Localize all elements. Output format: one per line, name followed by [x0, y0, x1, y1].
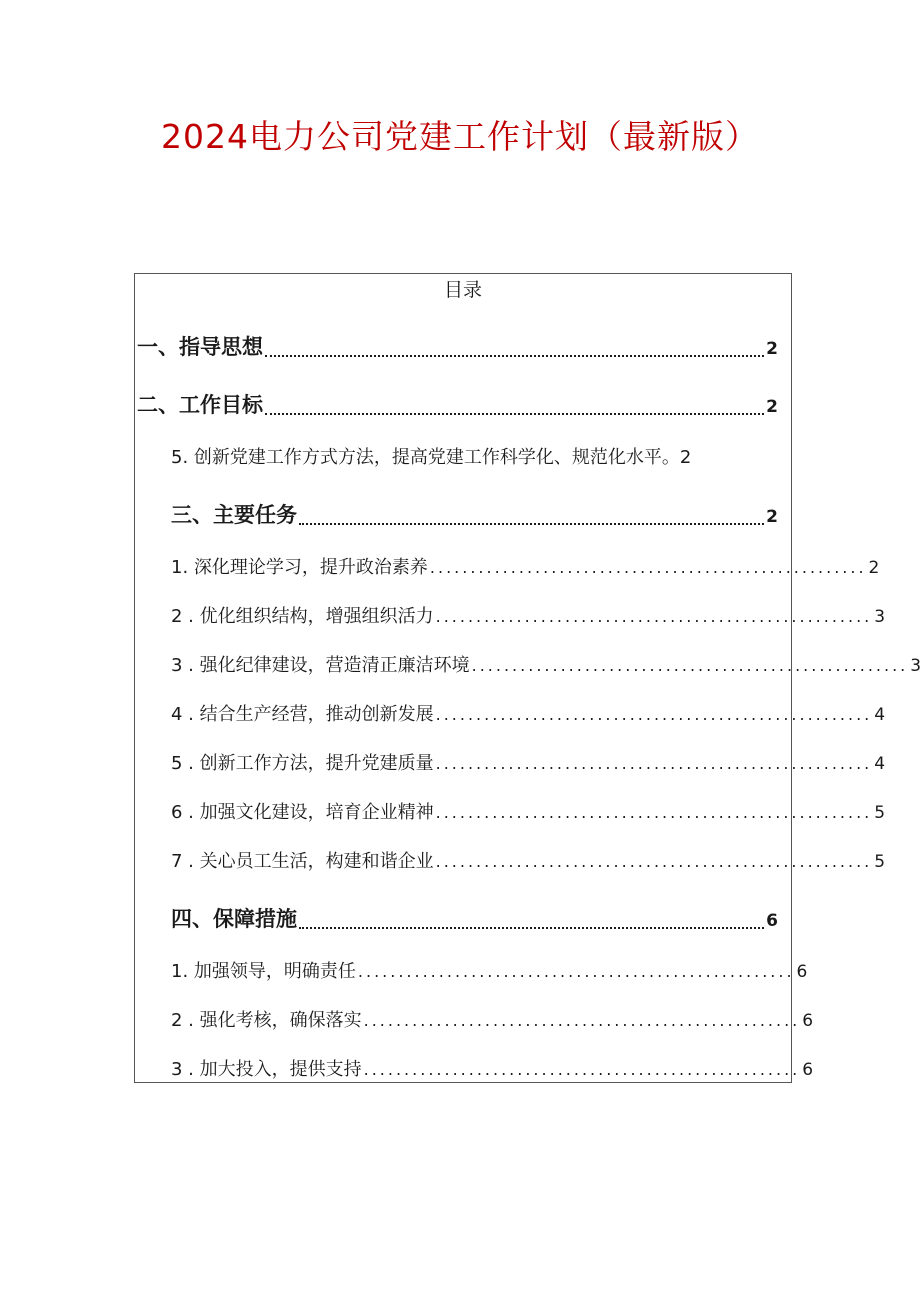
toc-entry-investment[interactable] [171, 1056, 814, 1084]
toc-page-number: 5 [874, 803, 886, 823]
toc-page-number: 6 [802, 1011, 814, 1031]
dot-leader: ...................................................... [363, 1060, 801, 1079]
dot-leader: ...................................................... [435, 803, 873, 822]
toc-page-number: 4 [874, 754, 886, 774]
toc-entry-safeguards[interactable] [171, 904, 778, 936]
toc-entry-label: 3 . 加大投入，提供支持 [171, 1059, 362, 1080]
toc-entry-label: 一、指导思想 [137, 335, 263, 359]
dot-leader [299, 523, 764, 525]
toc-entry-work-methods[interactable] [171, 750, 886, 778]
dot-leader: ...................................................... [471, 656, 909, 675]
dot-leader: ...................................................... [435, 607, 873, 626]
toc-page-number: 2 [766, 339, 778, 359]
dot-leader [299, 927, 764, 929]
dot-leader: ...................................................... [435, 852, 873, 871]
toc-page-number: 3 [874, 607, 886, 627]
toc-entry-work-goals[interactable] [137, 390, 778, 422]
dot-leader: ...................................................... [363, 1011, 801, 1030]
toc-page-number: 6 [796, 962, 808, 982]
toc-entry-innovate-methods[interactable]: 5. 创新党建工作方式方法，提高党建工作科学化、规范化水平。2 [171, 447, 692, 468]
toc-page-number: 2 [868, 558, 880, 578]
toc-entry-label: 二、工作目标 [137, 393, 263, 417]
toc-entry-label: 3 . 强化纪律建设，营造清正廉洁环境 [171, 655, 470, 676]
dot-leader: ...................................................... [357, 962, 795, 981]
toc-page-number: 6 [802, 1060, 814, 1080]
table-of-contents [134, 273, 921, 1083]
toc-entry-theory-study[interactable] [171, 554, 880, 582]
toc-entry-label: 4 . 结合生产经营，推动创新发展 [171, 704, 434, 725]
toc-heading: 目录 [443, 279, 482, 301]
toc-page-number: 6 [766, 911, 778, 931]
dot-leader: ...................................................... [429, 558, 867, 577]
toc-entry-guiding-ideology[interactable] [137, 332, 778, 364]
toc-entry-assessment[interactable] [171, 1007, 814, 1035]
toc-entry-label: 2 . 强化考核，确保落实 [171, 1010, 362, 1031]
toc-entry-label: 三、主要任务 [171, 503, 297, 527]
toc-entry-main-tasks[interactable] [171, 500, 778, 532]
toc-entry-employee-care[interactable] [171, 848, 886, 876]
toc-entry-label: 7 . 关心员工生活，构建和谐企业 [171, 851, 434, 872]
toc-entry-label: 2 . 优化组织结构，增强组织活力 [171, 606, 434, 627]
dot-leader [265, 355, 764, 357]
toc-entry-label: 1. 加强领导，明确责任 [171, 961, 356, 982]
toc-page-number: 5 [874, 852, 886, 872]
toc-page-number: 3 [910, 656, 921, 676]
toc-entry-label: 5 . 创新工作方法，提升党建质量 [171, 753, 434, 774]
toc-page-number: 2 [766, 507, 778, 527]
toc-page-number: 4 [874, 705, 886, 725]
dot-leader: ...................................................... [435, 705, 873, 724]
dot-leader [265, 413, 764, 415]
dot-leader: ...................................................... [435, 754, 873, 773]
toc-entry-discipline-building[interactable] [171, 652, 921, 680]
toc-page-number: 2 [766, 397, 778, 417]
toc-entry-culture-building[interactable] [171, 799, 886, 827]
document-title: 2024电力公司党建工作计划（最新版） [161, 117, 759, 156]
toc-entry-production-innovation[interactable] [171, 701, 886, 729]
toc-entry-label: 1. 深化理论学习，提升政治素养 [171, 557, 428, 578]
toc-entry-label: 6 . 加强文化建设，培育企业精神 [171, 802, 434, 823]
toc-entry-leadership[interactable] [171, 958, 808, 986]
toc-entry-label: 四、保障措施 [171, 907, 297, 931]
toc-entry-organization-structure[interactable] [171, 603, 886, 631]
